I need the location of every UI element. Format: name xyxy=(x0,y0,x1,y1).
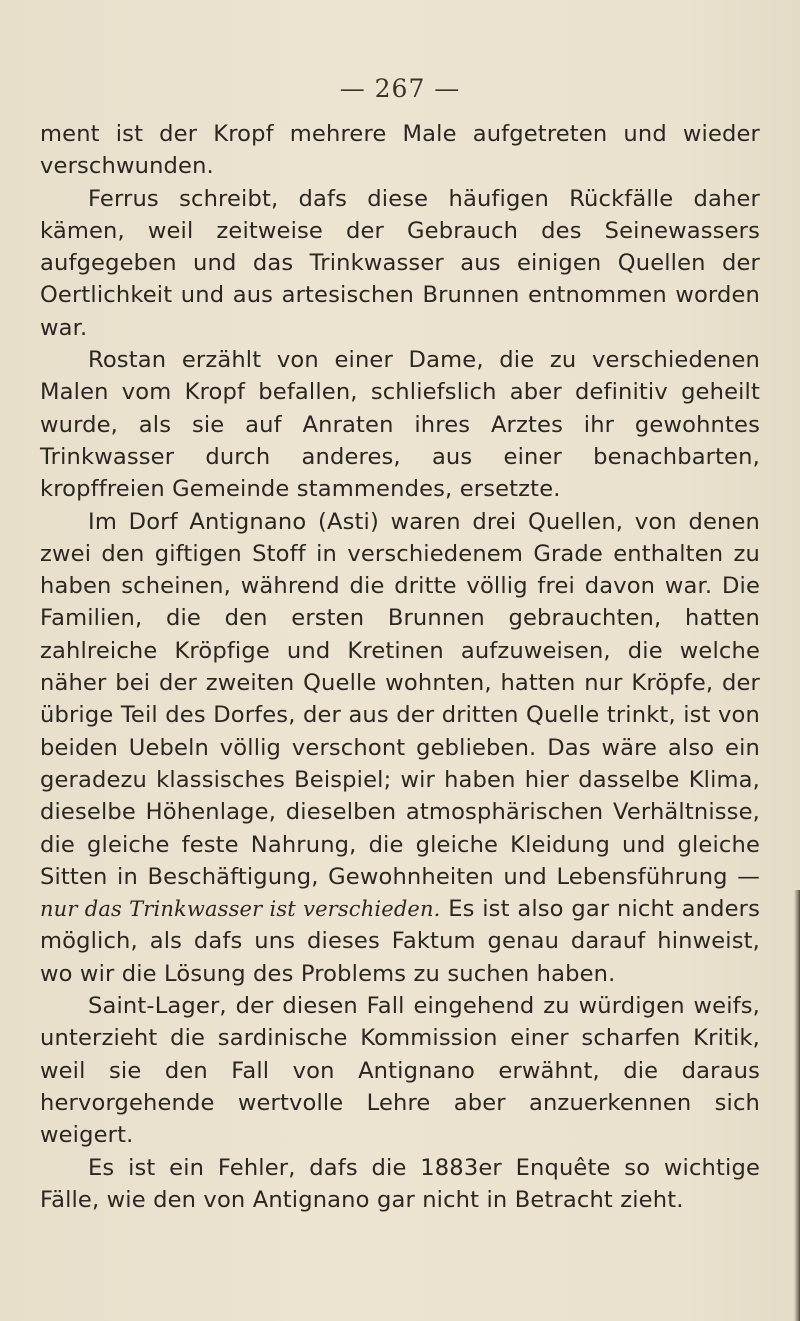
paragraph-saint-lager: Saint-Lager, der diesen Fall eingehend zu würdigen weifs, unterzieht die sardinische Kommission einer scharfen Kritik, weil sie den Fall von Antignano erwähnt, die daraus hervorgehende wertvolle Lehre aber anzuerkennen sich weigert. xyxy=(40,993,760,1149)
paragraph-text-after: Es ist also gar nicht anders möglich, als dafs uns dieses Faktum genau darauf hinweist, wo wir die Lösung des Problems zu suchen haben. xyxy=(40,896,760,987)
body-text xyxy=(40,118,760,1216)
paragraph-text-before: Im Dorf Antignano (Asti) waren drei Quellen, von denen zwei den giftigen Stoff in verschiedenem Grade enthalten zu haben scheinen, während die dritte völlig frei davon war. Die Familien, die den ersten Brunnen gebrauchten, hatten zahlreiche Kröpfige und Kretinen aufzuweisen, die welche näher bei der zweiten Quelle wohnten, hatten nur Kröpfe, der übrige Teil des Dorfes, der aus der dritten Quelle trinkt, ist von beiden Uebeln völlig verschont geblieben. Das wäre also ein geradezu klassisches Beispiel; wir haben hier dasselbe Klima, dieselbe Höhenlage, dieselben atmosphärischen Verhältnisse, die gleiche feste Nahrung, die gleiche Kleidung und gleiche Sitten in Beschäftigung, Gewohnheiten und Lebensführung — xyxy=(40,508,760,890)
paragraph-ferrus: Ferrus schreibt, dafs diese häufigen Rückfälle daher kämen, weil zeitweise der Gebrauch des Seinewassers aufgegeben und das Trinkwasser aus einigen Quellen der Oertlichkeit und aus artesischen Brunnen entnommen worden war. xyxy=(40,185,760,341)
paragraph-continuation: ment ist der Kropf mehrere Male aufgetreten und wieder verschwunden. xyxy=(40,121,760,180)
paragraph-antignano xyxy=(40,506,760,990)
paragraph-enquete: Es ist ein Fehler, dafs die 1883er Enquête so wichtige Fälle, wie den von Antignano gar nicht in Betracht zieht. xyxy=(40,1154,760,1213)
paragraph-rostan: Rostan erzählt von einer Dame, die zu verschiedenen Malen vom Kropf befallen, schliefslich aber definitiv geheilt wurde, als sie auf Anraten ihres Arztes ihr gewohntes Trinkwasser durch anderes, aus einer benachbarten, kropffreien Gemeinde stammendes, ersetzte. xyxy=(40,347,760,503)
emphasis-text: nur das Trinkwasser ist verschieden. xyxy=(40,897,441,922)
page-edge-shadow xyxy=(794,890,800,1321)
page-number: — 267 — xyxy=(339,74,461,103)
